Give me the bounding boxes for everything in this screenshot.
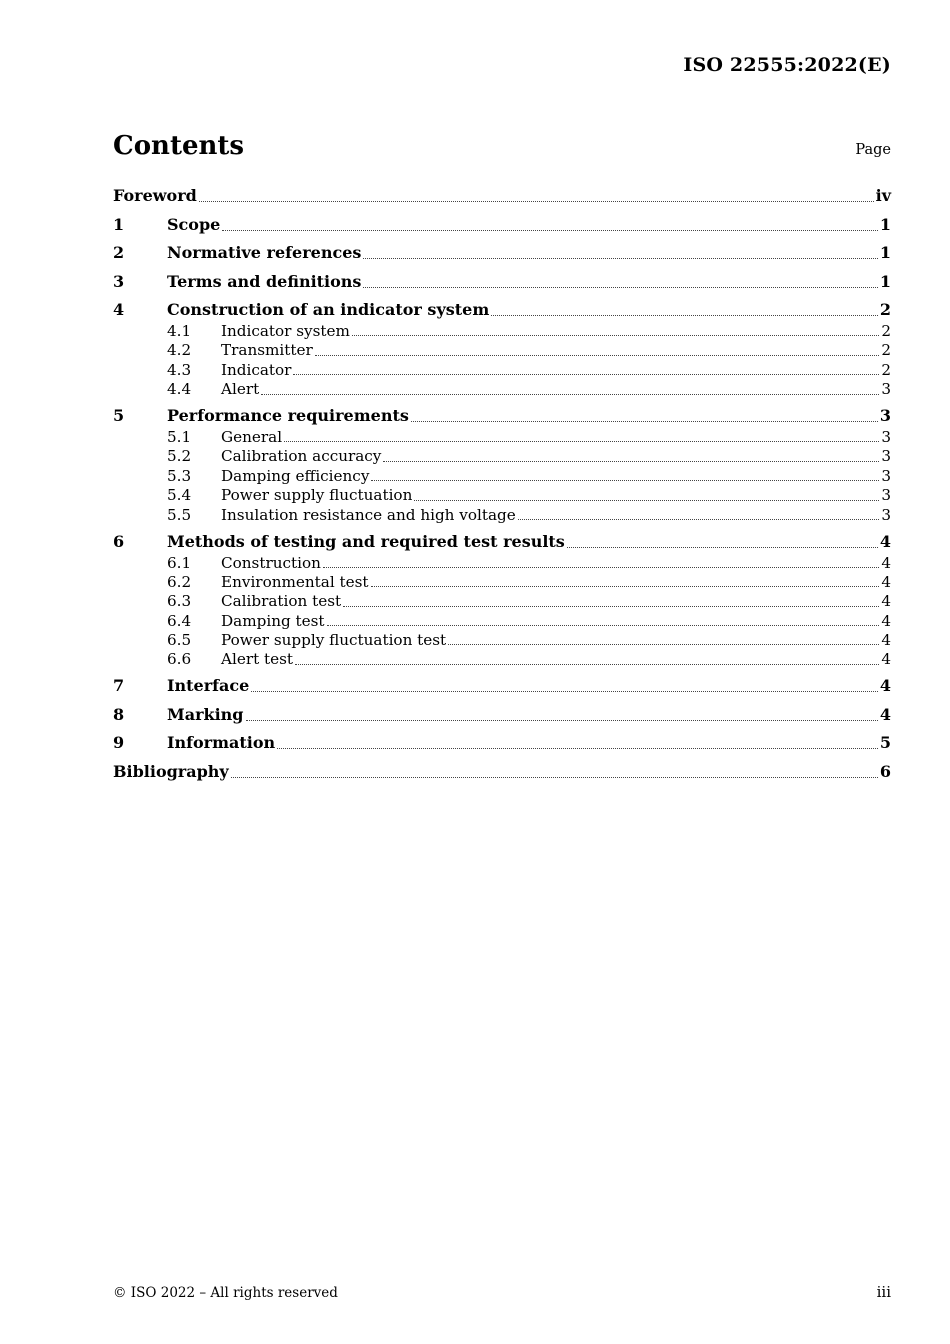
toc-entry-label: Methods of testing and required test results [167,531,565,551]
dot-leader [315,355,880,356]
toc-entry[interactable] [113,184,891,208]
toc-entry-number: 4.3 [167,360,192,379]
toc-entry-page: iv [875,186,891,205]
toc-entry-page: 2 [881,321,891,340]
table-of-contents [113,184,891,784]
toc-entry-number: 3 [113,271,125,291]
toc-entry-label: Insulation resistance and high voltage [221,505,516,524]
dot-leader [371,586,880,587]
dot-leader [352,335,879,336]
toc-entry-number: 6.2 [167,572,192,591]
toc-entry-number: 8 [113,704,125,724]
toc-entry-number: 9 [113,733,125,753]
dot-leader [567,547,878,548]
toc-entry-page: 3 [881,505,891,524]
toc-entry[interactable] [113,447,891,466]
toc-entry[interactable] [113,670,891,699]
toc-entry-page: 4 [879,704,891,724]
toc-entry[interactable] [113,467,891,486]
dot-leader [448,644,879,645]
dot-leader [231,777,878,778]
toc-entry-label: Indicator system [221,321,350,340]
dot-leader [284,441,879,442]
toc-entry-label: General [221,428,283,447]
toc-entry-label: Marking [167,704,244,724]
dot-leader [261,394,879,395]
dot-leader [518,519,880,520]
toc-entry-number: 5.1 [167,428,192,447]
dot-leader [411,421,878,422]
toc-entry-page: 3 [881,428,891,447]
toc-entry[interactable] [113,525,891,554]
toc-entry-page: 1 [879,271,891,291]
toc-entry[interactable] [113,573,891,592]
toc-entry-number: 4.1 [167,321,192,340]
toc-entry-number: 4 [113,300,125,319]
dot-leader [363,258,877,259]
toc-entry[interactable] [113,208,891,237]
toc-entry-page: 3 [881,380,891,399]
toc-entry-label: Damping test [221,611,325,630]
toc-entry[interactable] [113,428,891,447]
toc-entry[interactable] [113,294,891,323]
dot-leader [343,606,879,607]
toc-entry-label: Alert [221,380,260,399]
toc-entry[interactable] [113,237,891,266]
toc-entry-label: Terms and definitions [167,271,362,291]
dot-leader [277,748,878,749]
toc-entry-number: 4.4 [167,380,192,399]
toc-entry-number: 5 [113,406,125,426]
document-id: ISO 22555:2022(E) [683,54,891,76]
toc-entry[interactable] [113,322,891,341]
dot-leader [199,201,874,202]
toc-entry[interactable] [113,727,891,756]
dot-leader [222,230,878,231]
toc-entry-page: 2 [879,300,891,319]
toc-entry-number: 6.4 [167,611,192,630]
dot-leader [295,664,879,665]
toc-entry-page: 4 [881,553,891,572]
toc-entry-number: 1 [113,214,125,234]
dot-leader [251,691,878,692]
footer-copyright: © ISO 2022 – All rights reserved [113,1285,338,1301]
toc-entry-page: 3 [881,486,891,505]
toc-entry-label: Calibration test [221,592,342,611]
toc-entry-number: 6.3 [167,592,192,611]
toc-entry-label: Construction of an indicator system [167,300,490,319]
toc-entry-label: Environmental test [221,572,369,591]
dot-leader [323,567,879,568]
toc-entry[interactable] [113,265,891,294]
dot-leader [363,287,877,288]
toc-entry-label: Performance requirements [167,406,409,426]
toc-entry-label: Power supply fluctuation test [221,631,447,650]
toc-entry-number: 4.2 [167,341,192,360]
toc-entry-number: 2 [113,243,125,262]
dot-leader [383,461,879,462]
toc-entry[interactable] [113,400,891,429]
toc-entry-label: Interface [167,676,250,696]
toc-entry[interactable] [113,612,891,631]
toc-entry[interactable] [113,506,891,525]
toc-entry-page: 3 [879,406,891,426]
toc-entry[interactable] [113,650,891,669]
dot-leader [246,720,878,721]
dot-leader [414,500,879,501]
toc-entry-label: Alert test [221,650,293,669]
toc-entry-page: 1 [879,214,891,234]
toc-entry-page: 4 [881,631,891,650]
toc-entry-page: 2 [881,360,891,379]
toc-entry-number: 5.4 [167,486,192,505]
toc-entry-label: Normative references [167,243,362,262]
toc-entry-number: 5.3 [167,466,192,485]
toc-entry-page: 6 [879,761,891,781]
toc-entry-page: 3 [881,447,891,466]
toc-entry-number: 5.2 [167,447,192,466]
toc-entry-page: 4 [881,592,891,611]
toc-entry-label: Transmitter [221,341,313,360]
toc-entry-page: 5 [879,733,891,753]
toc-entry-label: Construction [221,553,321,572]
page-column-label: Page [855,142,891,158]
toc-entry-page: 4 [881,611,891,630]
dot-leader [327,625,880,626]
toc-entry[interactable] [113,755,891,784]
toc-entry-label: Foreword [113,186,197,205]
toc-entry-label: Power supply fluctuation [221,486,413,505]
toc-entry-page: 4 [879,531,891,551]
page-title: Contents [113,131,245,161]
toc-entry-label: Damping efficiency [221,466,370,485]
toc-entry-number: 5.5 [167,505,192,524]
toc-entry-page: 3 [881,466,891,485]
toc-entry-label: Bibliography [113,761,229,781]
toc-entry-number: 6.6 [167,650,192,669]
toc-entry[interactable] [113,380,891,399]
toc-entry-label: Calibration accuracy [221,447,382,466]
toc-entry-page: 1 [879,243,891,262]
toc-entry-page: 2 [881,341,891,360]
toc-entry-page: 4 [881,572,891,591]
dot-leader [293,374,879,375]
toc-entry[interactable] [113,486,891,505]
toc-entry-page: 4 [879,676,891,696]
toc-entry-label: Information [167,733,276,753]
toc-entry[interactable] [113,554,891,573]
footer-page-number: iii [876,1283,891,1301]
toc-entry-number: 7 [113,676,125,696]
toc-entry-label: Scope [167,214,221,234]
toc-entry-page: 4 [881,650,891,669]
toc-entry-label: Indicator [221,360,292,379]
toc-entry[interactable] [113,592,891,611]
toc-entry[interactable] [113,698,891,727]
dot-leader [371,480,879,481]
toc-entry-number: 6 [113,531,125,551]
toc-entry-number: 6.5 [167,631,192,650]
toc-entry-number: 6.1 [167,553,192,572]
toc-entry[interactable] [113,341,891,360]
toc-entry[interactable] [113,631,891,650]
dot-leader [491,315,878,316]
toc-entry[interactable] [113,361,891,380]
